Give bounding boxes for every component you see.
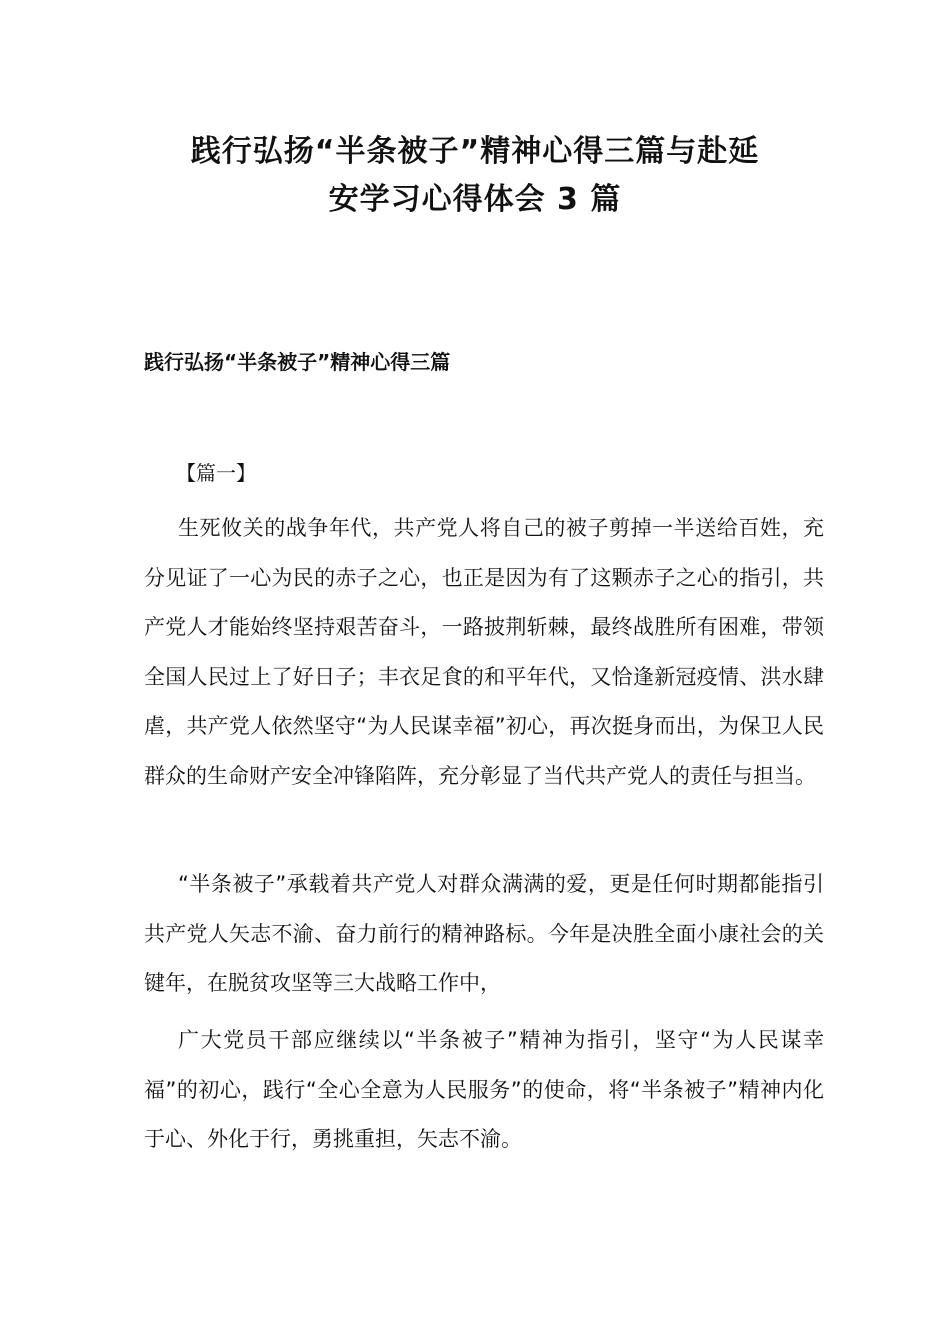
part-label: 【篇一】 (176, 461, 256, 485)
body-paragraph-3: 广大党员干部应继续以“半条被子”精神为指引，坚守“为人民谋幸福”的初心，践行“全心全意为人民服务”的使命，将“半条被子”精神内化于心、外化于行，勇挑重担，矢志不渝。 (144, 1028, 824, 1151)
section-heading: 践行弘扬“半条被子”精神心得三篇 (144, 350, 451, 374)
body-paragraph-1: 生死攸关的战争年代，共产党人将自己的被子剪掉一半送给百姓，充分见证了一心为民的赤子之心，也正是因为有了这颗赤子之心的指引，共产党人才能始终坚持艰苦奋斗，一路披荆斩棘，最终战胜所有困难，带领全国人民过上了好日子；丰衣足食的和平年代，又恰逢新冠疫情、洪水肆虐，共产党人依然坚守“为人民谋幸福”初心，再次挺身而出，为保卫人民群众的生命财产安全冲锋陷阵，充分彰显了当代共产党人的责任与担当。 (144, 516, 824, 788)
document-title (120, 128, 830, 224)
document-title-line-2: 安学习心得体会 3 篇 (328, 182, 622, 217)
body-paragraph-2: “半条被子”承载着共产党人对群众满满的爱，更是任何时期都能指引共产党人矢志不渝、奋力前行的精神路标。今年是决胜全面小康社会的关键年，在脱贫攻坚等三大战略工作中， (144, 872, 824, 995)
document-title-line-1: 践行弘扬“半条被子”精神心得三篇与赴延 (190, 134, 760, 169)
